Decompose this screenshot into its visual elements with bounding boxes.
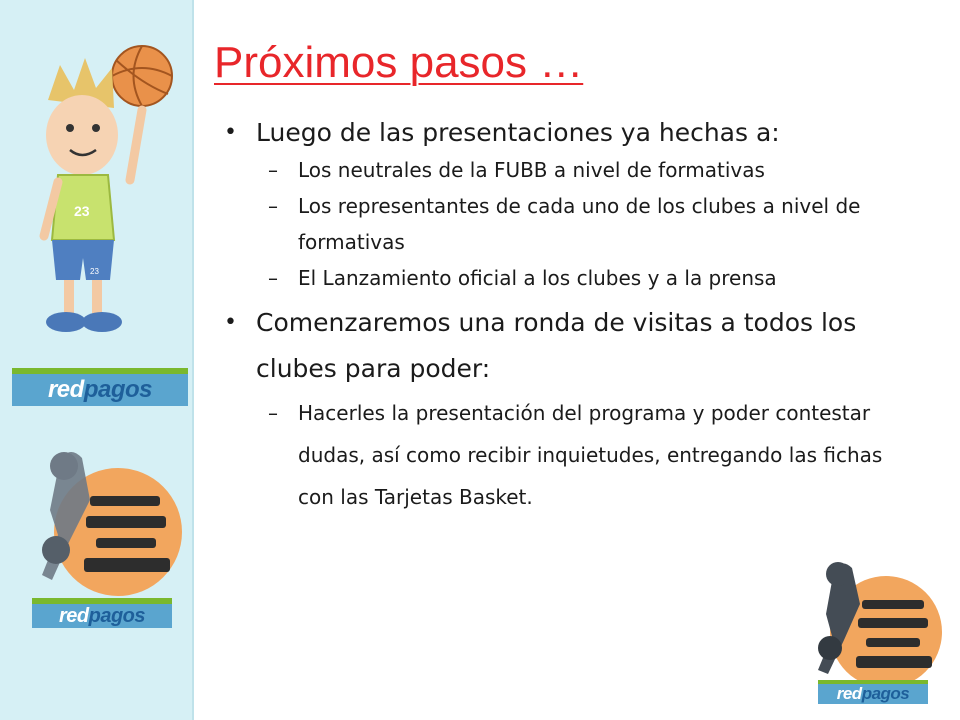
sub-bullet-text: Los representantes de cada uno de los clubes a nivel de formativas [298, 194, 861, 254]
redpagos-pagos-text: pagos [88, 604, 146, 627]
slide-title: Próximos pasos … [214, 38, 584, 87]
bullet-dot-icon: • [224, 310, 237, 335]
sub-bullet-text: Hacerles la presentación del programa y poder contestar dudas, así como recibir inquietudes, entregando las fichas con las Tarjetas Basket. [298, 401, 883, 509]
sub-bullet-item [214, 188, 914, 260]
redpagos-logo-top [12, 368, 188, 406]
bullet-text: Luego de las presentaciones ya hechas a: [256, 118, 780, 147]
sub-bullet-item [214, 152, 914, 188]
sub-bullet-text: Los neutrales de la FUBB a nivel de formativas [298, 158, 765, 182]
sub-bullet-item [214, 392, 914, 518]
bullet-item [214, 114, 914, 296]
dash-icon: – [268, 401, 278, 425]
dash-icon: – [268, 158, 278, 182]
basketball-icon [112, 46, 172, 106]
redpagos-red-text: red [58, 604, 89, 627]
bullet-text: Comenzaremos una ronda de visitas a todos los clubes para poder: [256, 308, 857, 383]
jersey-number: 23 [74, 203, 90, 219]
shorts-number: 23 [90, 267, 99, 276]
redpagos-red-text: red [836, 684, 862, 703]
redpagos-pagos-text: pagos [861, 684, 910, 703]
dash-icon: – [268, 266, 278, 290]
sidebar [0, 0, 194, 720]
sub-bullet-text: El Lanzamiento oficial a los clubes y a la prensa [298, 266, 777, 290]
slide-content [214, 114, 914, 522]
bullet-dot-icon: • [224, 120, 237, 145]
un-doble-para-crecer-emblem-icon [30, 440, 190, 610]
bullet-item [214, 300, 914, 518]
redpagos-pagos-text: pagos [83, 376, 153, 403]
redpagos-red-text: red [47, 376, 84, 403]
redpagos-logo-bottom [32, 598, 172, 628]
mascot-player-icon [30, 40, 180, 340]
sub-bullet-item [214, 260, 914, 296]
dash-icon: – [268, 194, 278, 218]
redpagos-logo-corner [818, 680, 928, 704]
